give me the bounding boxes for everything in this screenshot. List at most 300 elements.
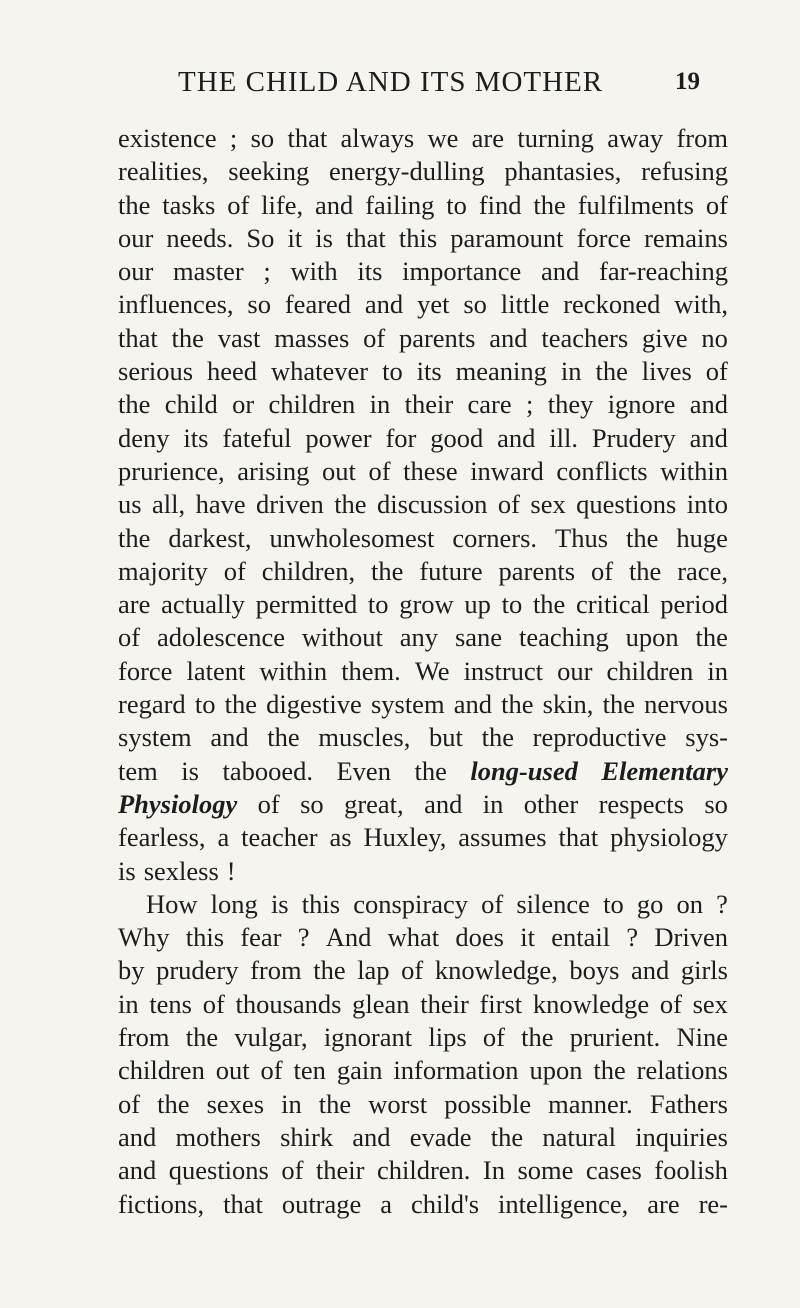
word: of [202, 988, 225, 1019]
word: our [118, 256, 154, 287]
word: this [185, 922, 225, 953]
running-head [140, 66, 700, 106]
word: the [334, 489, 367, 520]
word: that [287, 123, 328, 153]
word: the [626, 522, 659, 553]
word: Driven [654, 922, 728, 953]
text-line [118, 555, 728, 588]
word: tens [149, 988, 192, 1019]
word: glean [352, 988, 410, 1019]
word: fateful [222, 422, 292, 453]
word: children [118, 1055, 205, 1086]
word: meaning [455, 356, 547, 387]
text-line [118, 1154, 728, 1187]
word: skin, [542, 689, 594, 720]
word: these [403, 455, 458, 486]
word: the [171, 322, 204, 353]
text-line [118, 522, 728, 555]
word: the [118, 389, 151, 420]
word: so [247, 289, 271, 320]
word: ignorant [323, 1022, 413, 1053]
word: In [482, 1155, 505, 1186]
text-line [118, 1121, 728, 1154]
word: and [315, 189, 354, 220]
word: intelligence, [498, 1188, 629, 1219]
word: and [489, 322, 528, 353]
word: masses [274, 322, 350, 353]
word: the [481, 722, 514, 753]
word: future [419, 555, 483, 586]
word: actually [161, 589, 245, 620]
word: into [686, 489, 728, 520]
word: the [224, 689, 257, 720]
word: re- [698, 1188, 728, 1219]
word: out [322, 455, 356, 486]
word: sane [454, 622, 503, 653]
word: digestive [266, 689, 362, 720]
word: so [463, 289, 487, 320]
text-line [118, 322, 728, 355]
word: thousands [235, 988, 342, 1019]
word: teaching [518, 622, 609, 653]
word: and [424, 788, 463, 819]
word: of [281, 1155, 304, 1186]
word: a [380, 1188, 393, 1219]
word: by [118, 955, 145, 986]
word: prurient. [569, 1022, 661, 1053]
word: great, [344, 788, 404, 819]
word: and [689, 422, 728, 453]
word: physiology [610, 822, 728, 853]
word: of [368, 455, 391, 486]
word: of [223, 555, 246, 586]
word: Fathers [649, 1088, 728, 1119]
text-line [118, 422, 728, 455]
page-number: 19 [675, 68, 700, 95]
word: importance [402, 256, 522, 287]
word: give [641, 322, 688, 353]
word: grow [399, 589, 454, 620]
word: sex [530, 489, 566, 520]
word: in [482, 788, 504, 819]
text-line [118, 921, 728, 954]
word: Nine [676, 1022, 728, 1053]
word: so [300, 788, 324, 819]
word: to [194, 689, 216, 720]
word: relations [636, 1055, 728, 1086]
word: ill. [549, 422, 578, 453]
word: little [500, 289, 550, 320]
word: and [210, 722, 249, 753]
word: is [118, 855, 136, 886]
word: natural [542, 1121, 616, 1152]
word: all, [152, 489, 186, 520]
word: ignore [607, 389, 676, 420]
word: so [704, 788, 728, 819]
word: of [705, 356, 728, 387]
word: far-reaching [599, 256, 728, 287]
word: assumes [458, 822, 547, 853]
word: children. [376, 1155, 471, 1186]
word: conflicts [556, 455, 648, 486]
word: parents [398, 322, 476, 353]
word: some [517, 1155, 574, 1186]
word: is [181, 755, 199, 786]
word: upon [529, 1055, 583, 1086]
word: master [173, 256, 244, 287]
word: sexes [206, 1088, 265, 1119]
word: long-used [470, 755, 578, 786]
text-line [118, 388, 728, 421]
word: and [541, 256, 580, 287]
word: the [490, 1121, 524, 1152]
word: questions [168, 1155, 269, 1186]
word: of [401, 955, 424, 986]
word: that [346, 222, 386, 253]
word: or [232, 389, 255, 420]
word: on [676, 888, 703, 919]
word: first [479, 988, 523, 1019]
word: to [501, 589, 523, 620]
running-title: THE CHILD AND ITS MOTHER [178, 66, 604, 98]
word: remains [644, 222, 728, 253]
word: corners. [452, 522, 538, 553]
word: their [420, 988, 469, 1019]
word: arising [237, 455, 310, 486]
word: this [398, 222, 438, 253]
word: energy-dulling [329, 156, 485, 187]
word: for [385, 422, 417, 453]
word: Even [336, 755, 391, 786]
word: are [647, 1188, 680, 1219]
word: of [363, 322, 386, 353]
text-line [118, 355, 728, 388]
word: force [576, 222, 632, 253]
word: any [399, 622, 439, 653]
word: are [471, 123, 505, 153]
word: critical [576, 589, 650, 620]
word: deny [118, 422, 170, 453]
word: of [482, 1022, 505, 1053]
word: shirk [280, 1121, 334, 1152]
word: the [118, 522, 151, 553]
word: always [340, 123, 415, 153]
word: within [259, 655, 328, 686]
word: refusing [641, 156, 728, 187]
word: the [533, 189, 566, 220]
word: of [497, 489, 520, 520]
word: this [301, 888, 341, 919]
word: in [281, 1088, 302, 1119]
word: needs. [166, 222, 234, 253]
word: boys [569, 955, 620, 986]
body-text [118, 122, 728, 1221]
text-line [118, 155, 728, 188]
word: are [118, 589, 151, 620]
word: And [325, 922, 372, 953]
word: cases [585, 1155, 642, 1186]
word: the [318, 1088, 352, 1119]
word: teachers [541, 322, 629, 353]
word: the [532, 589, 566, 620]
word: and [497, 422, 536, 453]
word: ? [716, 888, 728, 919]
word: phantasies, [504, 156, 622, 187]
word: of [257, 788, 280, 819]
word: their [315, 1155, 365, 1186]
word: from [118, 1022, 170, 1053]
word: of [481, 888, 504, 919]
word: the [118, 189, 151, 220]
word: of [118, 622, 141, 653]
word: and [118, 1121, 157, 1152]
text-line [118, 888, 728, 921]
word: existence [118, 123, 217, 153]
word: but [429, 722, 463, 753]
text-line [118, 1188, 728, 1221]
word: respects [598, 788, 684, 819]
word: as [329, 822, 352, 853]
word: the [595, 356, 628, 387]
word: have [195, 489, 246, 520]
word: to [603, 888, 624, 919]
word: out [215, 1055, 250, 1086]
word: possible [444, 1088, 532, 1119]
word: them. [341, 655, 401, 686]
word: sex [692, 988, 728, 1019]
word: without [301, 622, 383, 653]
word: unwholesomest [269, 522, 435, 553]
word: silence [516, 888, 590, 919]
word: that [223, 1188, 263, 1219]
text-line [118, 721, 728, 754]
text-line [118, 288, 728, 321]
word: instruct [463, 655, 544, 686]
word: vulgar, [234, 1022, 308, 1053]
word: child [164, 389, 218, 420]
word: its [183, 422, 209, 453]
word: ; [229, 123, 238, 153]
word: fictions, [118, 1188, 205, 1219]
word: from [676, 123, 728, 153]
word: adolescence [156, 622, 285, 653]
word: their [404, 389, 454, 420]
word: heed [207, 356, 258, 387]
word: of [590, 555, 614, 586]
word: discussion [377, 489, 488, 520]
word: us [118, 489, 142, 520]
word: vast [217, 322, 261, 353]
word: Huxley, [363, 822, 447, 853]
word: prurience, [118, 455, 225, 486]
word: up [464, 589, 491, 620]
word: the [593, 1055, 626, 1086]
word: good [430, 422, 484, 453]
word: long [210, 888, 258, 919]
word: driven [256, 489, 324, 520]
text-line [118, 189, 728, 222]
word: the [371, 555, 404, 586]
word: knowledge, [434, 955, 558, 986]
word: inward [470, 455, 544, 486]
word: ! [226, 855, 236, 886]
text-line [118, 1088, 728, 1121]
word: entail [551, 922, 611, 953]
word: the [414, 755, 447, 786]
word: system [370, 689, 445, 720]
word: is [270, 888, 289, 919]
text-line [118, 588, 728, 621]
text-line [118, 455, 728, 488]
word: ? [297, 922, 310, 953]
word: our [557, 655, 593, 686]
word: outrage [281, 1188, 362, 1219]
word: worst [368, 1088, 428, 1119]
word: the [501, 689, 534, 720]
word: realities, [118, 156, 209, 187]
word: we [427, 123, 459, 153]
word: the [267, 722, 300, 753]
word: the [602, 689, 635, 720]
word: to [446, 189, 467, 220]
word: girls [680, 955, 728, 986]
word: fulfilments [577, 189, 694, 220]
word: and [689, 389, 728, 420]
word: questions [576, 489, 677, 520]
word: in [369, 389, 391, 420]
text-line [118, 821, 728, 854]
text-line [118, 855, 728, 888]
text-line [118, 988, 728, 1021]
word: sexless [143, 855, 219, 886]
text-line [118, 755, 728, 788]
word: parents [498, 555, 576, 586]
text-line [118, 1021, 728, 1054]
word: it [520, 922, 535, 953]
word: huge [676, 522, 728, 553]
word: children [268, 389, 356, 420]
word: ? [626, 922, 639, 953]
text-line [118, 788, 728, 821]
text-line [118, 621, 728, 654]
word: lips [428, 1022, 467, 1053]
text-line [118, 954, 728, 987]
word: failing [365, 189, 435, 220]
word: that [118, 322, 158, 353]
word: go [636, 888, 664, 919]
word: So [246, 222, 275, 253]
word: regard [118, 689, 186, 720]
word: no [701, 322, 728, 353]
word: gain [336, 1055, 383, 1086]
word: the [521, 1022, 554, 1053]
word: latent [186, 655, 246, 686]
word: that [558, 822, 599, 853]
word: with [290, 256, 338, 287]
word: the [157, 1088, 190, 1119]
word: foolish [654, 1155, 728, 1186]
word: darkest, [168, 522, 252, 553]
word: the [313, 955, 346, 986]
word: tabooed. [222, 755, 313, 786]
text-line [118, 122, 728, 155]
word: Why [118, 922, 170, 953]
word: upon [625, 622, 679, 653]
word: what [387, 922, 440, 953]
text-line [118, 222, 728, 255]
word: permitted [255, 589, 358, 620]
word: and [364, 289, 404, 320]
word: tasks [162, 189, 216, 220]
word: away [607, 123, 664, 153]
word: majority [118, 555, 208, 586]
word: information [393, 1055, 519, 1086]
text-line [118, 255, 728, 288]
word: sys- [685, 722, 728, 753]
word: reckoned [563, 289, 661, 320]
word: and [453, 689, 492, 720]
word: of [227, 189, 250, 220]
text-line [118, 688, 728, 721]
word: turning [517, 123, 594, 153]
word: whatever [271, 356, 369, 387]
word: life, [261, 189, 304, 220]
word: to [382, 356, 403, 387]
word: nervous [644, 689, 728, 720]
word: the [695, 622, 728, 653]
word: race, [677, 555, 728, 586]
word: seeking [228, 156, 310, 187]
word: Prudery [591, 422, 676, 453]
word: reproductive [532, 722, 667, 753]
word: force [118, 655, 173, 686]
word: mothers [175, 1121, 261, 1152]
word: lap [357, 955, 390, 986]
word: yet [417, 289, 450, 320]
word: lives [641, 356, 692, 387]
word: Elementary [601, 755, 728, 786]
word: in [118, 988, 139, 1019]
word: it [287, 222, 303, 253]
word: within [660, 455, 728, 486]
word: fear [240, 922, 282, 953]
word: is [315, 222, 333, 253]
word: system [118, 722, 192, 753]
word: so [250, 123, 275, 153]
word: muscles, [318, 722, 411, 753]
word: tem [118, 755, 158, 786]
word: find [478, 189, 522, 220]
word: ten [293, 1055, 326, 1086]
word: ; [526, 389, 534, 420]
word: and [352, 1121, 391, 1152]
word: Physiology [118, 788, 238, 819]
word: and [118, 1155, 157, 1186]
word: of [705, 189, 728, 220]
word: inquiries [635, 1121, 728, 1152]
word: manner. [548, 1088, 633, 1119]
word: knowledge [532, 988, 650, 1019]
word: to [367, 589, 389, 620]
word: prudery [156, 955, 239, 986]
word: from [250, 955, 302, 986]
word: paramount [450, 222, 564, 253]
word: of [659, 988, 682, 1019]
word: and [631, 955, 670, 986]
word: period [660, 589, 728, 620]
word: We [414, 655, 450, 686]
word: care [467, 389, 512, 420]
